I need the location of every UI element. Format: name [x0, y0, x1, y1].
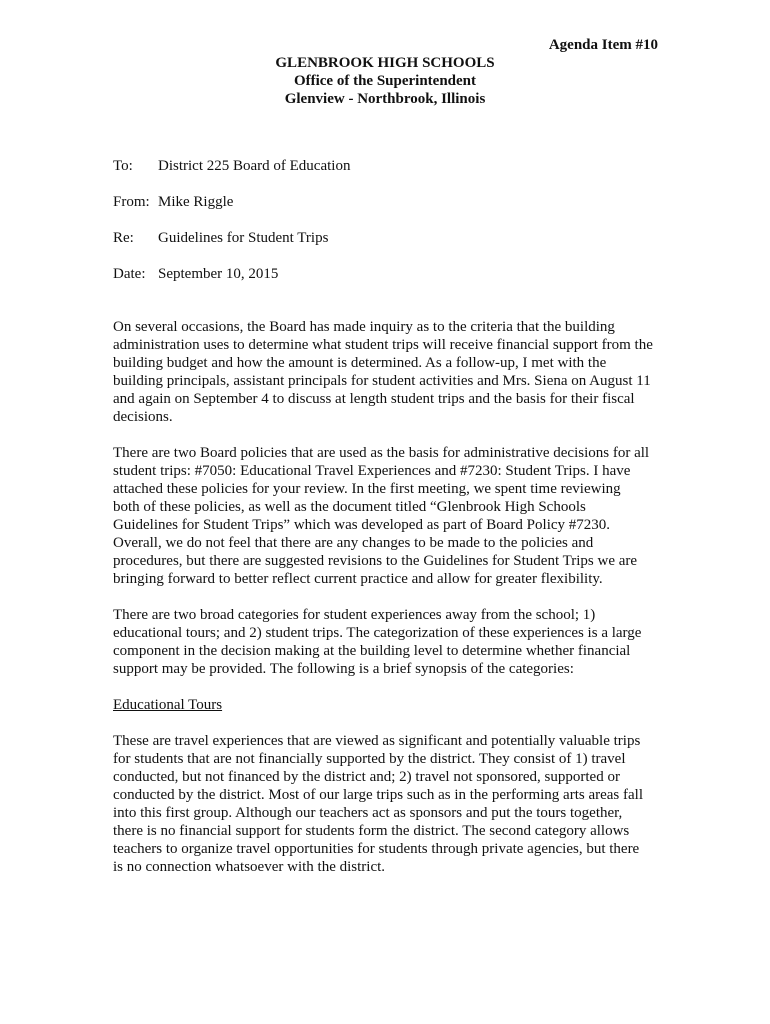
paragraph-educational-tours [113, 732, 663, 876]
letterhead-location: Glenview - Northbrook, Illinois [284, 91, 486, 107]
text-line: attached these policies for your review. In the first meeting, we spent time reviewing [113, 481, 621, 497]
memo-to-value: District 225 Board of Education [158, 158, 351, 174]
text-line: building budget and how the amount is determined. As a follow-up, I met with the [113, 355, 607, 371]
text-line: These are travel experiences that are viewed as significant and potentially valuable trips [113, 733, 641, 749]
memo-date-value: September 10, 2015 [158, 266, 279, 282]
memo-from-row [113, 193, 350, 211]
memo-from-label: From: [113, 194, 150, 210]
text-line: educational tours; and 2) student trips. The categorization of these experiences is a large [113, 625, 642, 641]
letterhead [0, 54, 770, 108]
text-line: conducted by the district. Most of our large trips such as in the performing arts areas fall [113, 787, 643, 803]
text-line: is no connection whatsoever with the district. [113, 859, 386, 875]
text-line: Guidelines for Student Trips” which was developed as part of Board Policy #7230. [113, 517, 611, 533]
text-line: into this first group. Although our teachers act as sponsors and put the tours together, [113, 805, 623, 821]
section-heading-educational-tours: Educational Tours [113, 697, 223, 713]
text-line: and again on September 4 to discuss at length student trips and the basis for their fiscal [113, 391, 635, 407]
memo-date-label: Date: [113, 266, 146, 282]
text-line: component in the decision making at the building level to determine whether financial [113, 643, 631, 659]
paragraph-categories [113, 606, 663, 678]
text-line: teachers to organize travel opportunities for students through private agencies, but there [113, 841, 640, 857]
memo-header [113, 157, 350, 301]
text-line: administration uses to determine what student trips will receive financial support from the [113, 337, 653, 353]
memo-to-row [113, 157, 350, 175]
text-line: procedures, but there are suggested revisions to the Guidelines for Student Trips we are [113, 553, 638, 569]
letterhead-school-name: GLENBROOK HIGH SCHOOLS [275, 55, 495, 71]
agenda-item-label: Agenda Item #10 [548, 37, 658, 53]
text-line: there is no financial support for students form the district. The second category allows [113, 823, 630, 839]
memo-re-row [113, 229, 350, 247]
text-line: bringing forward to better reflect current practice and allow for greater flexibility. [113, 571, 603, 587]
paragraph-board-policies [113, 444, 663, 588]
text-line: On several occasions, the Board has made inquiry as to the criteria that the building [113, 319, 615, 335]
memo-re-value: Guidelines for Student Trips [158, 230, 329, 246]
text-line: both of these policies, as well as the document titled “Glenbrook High Schools [113, 499, 586, 515]
letterhead-office: Office of the Superintendent [293, 73, 477, 89]
memo-re-label: Re: [113, 230, 134, 246]
text-line: decisions. [113, 409, 173, 425]
text-line: There are two broad categories for student experiences away from the school; 1) [113, 607, 596, 623]
text-line: building principals, assistant principals for student activities and Mrs. Siena on August 11 [113, 373, 651, 389]
text-line: student trips: #7050: Educational Travel Experiences and #7230: Student Trips. I have [113, 463, 631, 479]
paragraph-board-inquiry [113, 318, 663, 426]
text-line: support may be provided. The following is a brief synopsis of the categories: [113, 661, 574, 677]
text-line: There are two Board policies that are used as the basis for administrative decisions for all [113, 445, 650, 461]
memo-body [113, 318, 663, 894]
memo-from-value: Mike Riggle [158, 194, 234, 210]
text-line: Overall, we do not feel that there are any changes to be made to the policies and [113, 535, 594, 551]
text-line: for students that are not financially supported by the district. They consist of 1) travel [113, 751, 626, 767]
text-line: conducted, but not financed by the district and; 2) travel not sponsored, supported or [113, 769, 620, 785]
memo-to-label: To: [113, 158, 133, 174]
memo-date-row [113, 265, 350, 283]
